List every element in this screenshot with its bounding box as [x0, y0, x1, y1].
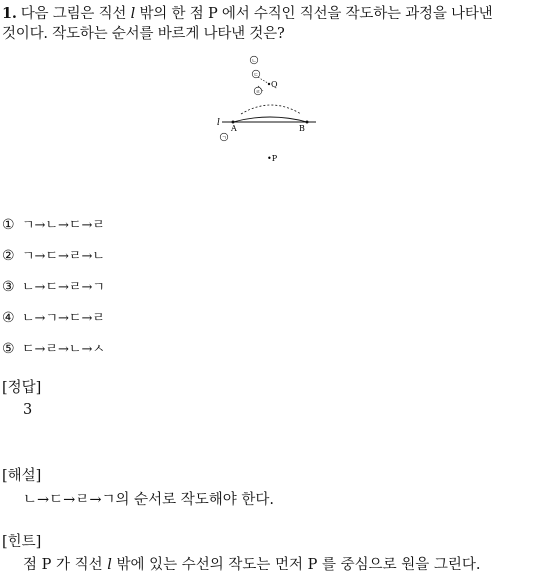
question-text-a: 다음 그림은 직선 — [20, 6, 131, 22]
step-3-label: ㄷ — [253, 72, 259, 79]
question-text-b: 밖의 한 점 P 에서 수직인 직선을 작도하는 과정을 나타낸 — [135, 6, 493, 22]
arc-ab — [233, 117, 307, 122]
hint-heading: [힌트] — [2, 534, 42, 550]
question-number: 1. — [2, 5, 17, 22]
point-q-label: Q — [271, 80, 278, 89]
step-4-label: ㄹ — [255, 89, 261, 96]
choice-3-text: ㄴ→ㄷ→ㄹ→ㄱ — [22, 280, 105, 295]
step-2-label: ㄴ — [251, 58, 257, 65]
point-p: •P — [267, 154, 278, 163]
choice-3[interactable] — [2, 276, 105, 295]
choice-5[interactable] — [2, 338, 105, 357]
explanation-text: ㄴ→ㄷ→ㄹ→ㄱ의 순서로 작도해야 한다. — [23, 492, 274, 508]
choice-2-mark: ② — [2, 248, 15, 264]
construction-figure — [215, 52, 320, 164]
explanation-heading: [해설] — [2, 468, 42, 484]
choice-5-text: ㄷ→ㄹ→ㄴ→ㅅ — [22, 342, 105, 357]
choice-1-mark: ① — [2, 217, 15, 233]
choice-2[interactable] — [2, 245, 105, 264]
choice-1[interactable] — [2, 214, 105, 233]
line-l-label: l — [217, 118, 220, 128]
choice-5-mark: ⑤ — [2, 341, 15, 357]
choice-4-mark: ④ — [2, 310, 15, 326]
choice-4[interactable] — [2, 307, 105, 326]
step-1-label: ㄱ — [221, 135, 227, 142]
question-line-2: 것이다. 작도하는 순서를 바르게 나타낸 것은? — [2, 26, 285, 42]
question-line-1 — [2, 2, 492, 23]
hint-text-b: 밖에 있는 수선의 작도는 먼저 P 를 중심으로 원을 그린다. — [111, 557, 481, 573]
point-a-label: A — [231, 124, 237, 133]
point-b-label: B — [299, 124, 305, 133]
answer-value: 3 — [23, 402, 33, 418]
dashed-arc — [241, 105, 301, 114]
dashed-arc-small — [258, 77, 268, 83]
choice-4-text: ㄴ→ㄱ→ㄷ→ㄹ — [22, 311, 105, 326]
choice-2-text: ㄱ→ㄷ→ㄹ→ㄴ — [22, 249, 105, 264]
hint-line-variable: l — [107, 557, 112, 573]
choice-1-text: ㄱ→ㄴ→ㄷ→ㄹ — [22, 218, 105, 233]
point-b — [306, 121, 309, 124]
point-q — [268, 83, 270, 85]
line-variable: l — [130, 6, 136, 22]
answer-heading: [정답] — [2, 380, 42, 396]
hint-text — [23, 553, 480, 574]
hint-text-a: 점 P 가 직선 — [23, 557, 108, 573]
choice-3-mark: ③ — [2, 279, 15, 295]
